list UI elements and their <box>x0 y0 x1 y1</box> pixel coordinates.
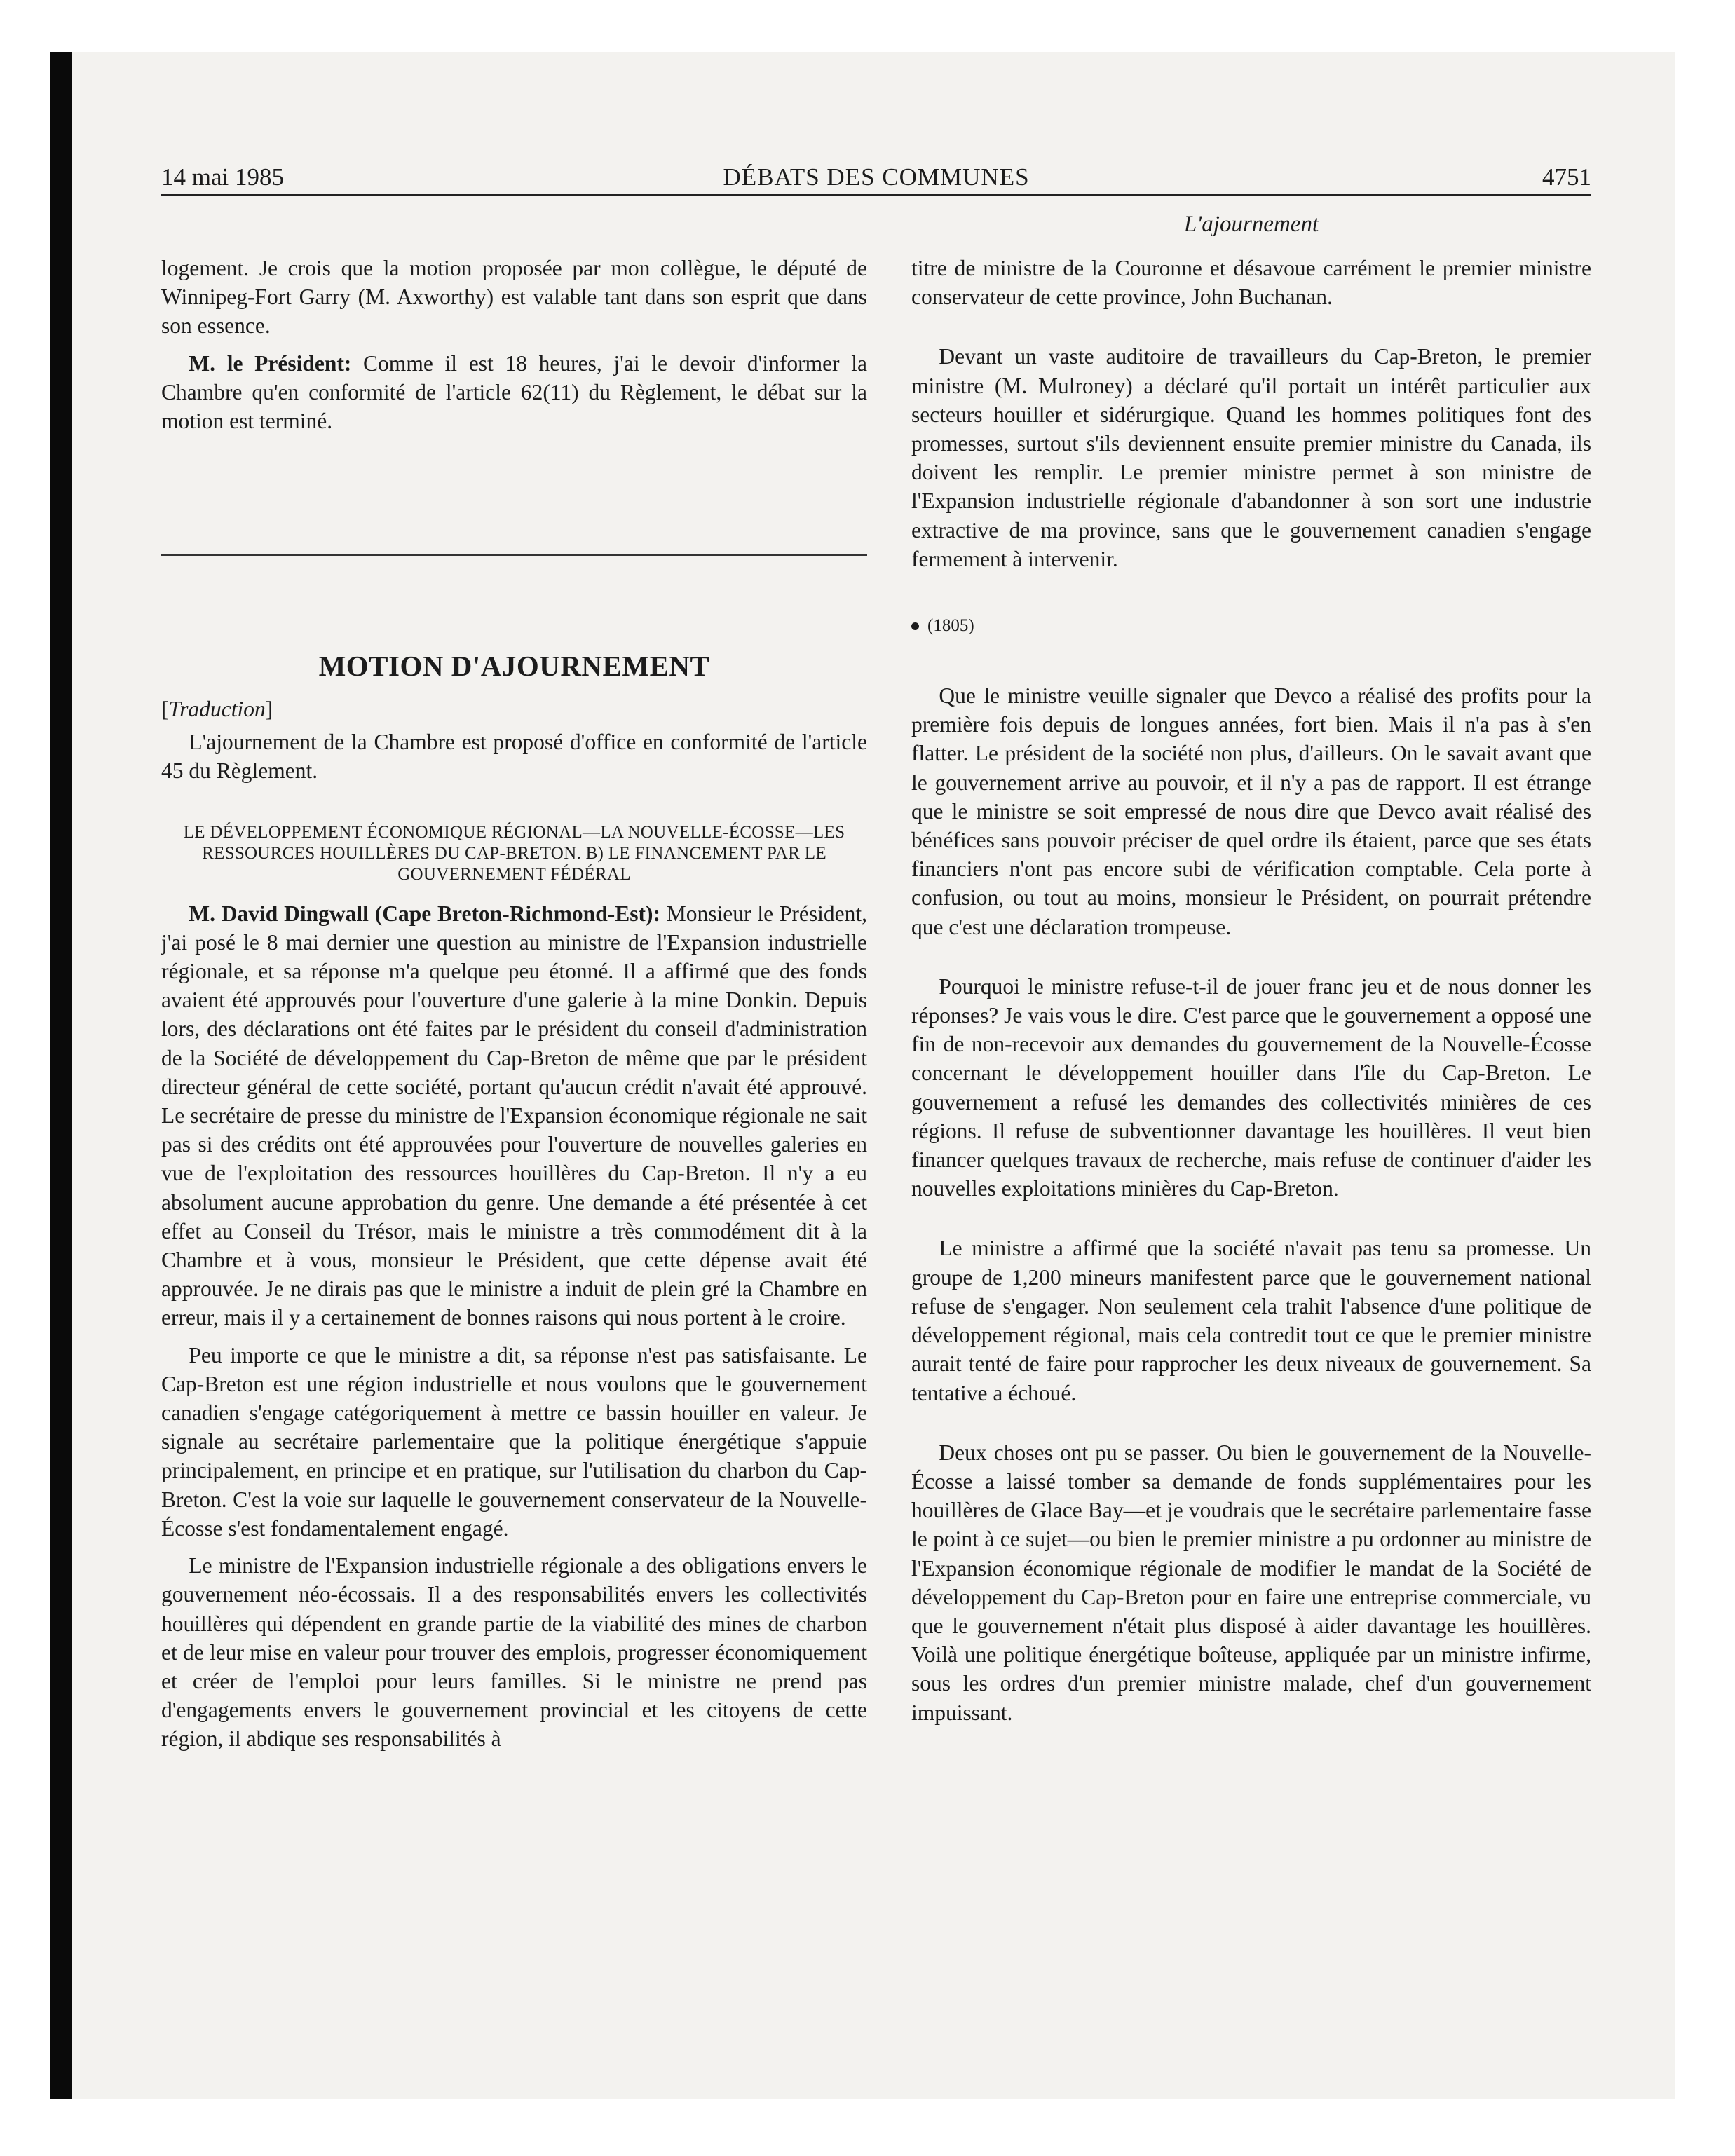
translation-label: Traduction <box>168 697 266 722</box>
paragraph: titre de ministre de la Couronne et désavoue carrément le premier ministre conservateur de cette province, John Buchanan. <box>911 256 1591 310</box>
translation-note: [Traduction] <box>161 697 273 722</box>
debate-subheading: LE DÉVELOPPEMENT ÉCONOMIQUE RÉGIONAL—LA NOUVELLE-ÉCOSSE—LES RESSOURCES HOUILLÈRES DU CAP-BRETON. B) LE FINANCEMENT PAR LE GOUVERNEMENT FÉDÉRAL <box>183 822 845 884</box>
paragraph: Devant un vaste auditoire de travailleurs du Cap-Breton, le premier ministre (M. Mulroney) a déclaré qu'il portait un intérêt particulier aux secteurs houiller et sidérurgique. Quand les hommes politiques font des promesses, surtout s'ils deviennent ensuite premier ministre du Canada, ils doivent les remplir. Le premier ministre permet à son ministre de l'Expansion industrielle régionale d'abandonner à son sort une industrie extractive de ma province, sans que le gouvernement canadien s'engage fermement à intervenir. <box>911 344 1591 571</box>
running-head: L'ajournement <box>1183 212 1319 237</box>
section-title: MOTION D'AJOURNEMENT <box>318 650 710 683</box>
paragraph-text: Monsieur le Président, j'ai posé le 8 mai dernier une question au ministre de l'Expansion industrielle régionale, et sa réponse m'a quelque peu étonné. Il a affirmé que des fonds avaient été approuvés pour l'ouverture d'une galerie à la mine Donkin. Depuis lors, des déclarations ont été faites par le président du conseil d'administration de la Société de développement du Cap-Breton de même que par le président directeur général de cette société, portant qu'aucun crédit n'avait été approuvé. Le secrétaire de presse du ministre de l'Expansion économique régionale ne sait pas si des crédits ont été approuvées pour l'ouverture de nouvelles galeries en vue de l'exploitation des ressources houillères du Cap-Breton. Il n'y a eu absolument aucune approbation du genre. Une demande a été présentée à cet effet au Conseil du Trésor, mais le ministre a très commodément dit à la Chambre et à vous, monsieur le Président, que cette dépense avait été approuvée. Je ne dirais pas que le ministre a induit de plein gré la Chambre en erreur, mais il y a certainement de bonnes raisons qui nous portent à le croire. <box>161 901 867 1330</box>
right-column <box>911 254 1591 1727</box>
paragraph: Le ministre a affirmé que la société n'avait pas tenu sa promesse. Un groupe de 1,200 mineurs manifestent parce que le gouvernement national refuse de s'engager. Non seulement cela trahit l'absence d'une politique de développement régional, mais cela contredit tout ce que le premier ministre aurait tenté de faire pour rapprocher les deux niveaux de gouvernement. Sa tentative a échoué. <box>911 1236 1591 1405</box>
page-header <box>161 160 1591 195</box>
time-stamp <box>911 615 1591 636</box>
paragraph: Deux choses ont pu se passer. Ou bien le gouvernement de la Nouvelle-Écosse a laissé tomber sa demande de fonds supplémentaires pour les houillères de Glace Bay—et je voudrais que le secrétaire parlementaire fasse le point à ce sujet—ou bien le premier ministre a pu ordonner au ministre de l'Expansion économique régionale de modifier le mandat de la Société de développement du Cap-Breton pour en faire une entreprise commerciale, vu que le gouvernement n'était plus disposé à aider davantage les houillères. Voilà une politique énergétique boîteuse, appliquée par un ministre infirme, sous les ordres d'un premier ministre malade, chef d'un gouvernement impuissant. <box>911 1440 1591 1725</box>
paragraph: Peu importe ce que le ministre a dit, sa réponse n'est pas satisfaisante. Le Cap-Breton est une région industrielle et nous voulons que le gouvernement canadien s'engage catégoriquement à mettre ce bassin houiller en valeur. Je signale au secrétaire parlementaire que la politique énergétique s'appuie principalement, en principe et en pratique, sur l'utilisation du charbon du Cap-Breton. C'est la voie sur laquelle le gouvernement conservateur de la Nouvelle-Écosse s'est fondamentalement engagé. <box>161 1342 867 1541</box>
header-page-number: 4751 <box>1542 163 1591 191</box>
paragraph: Le ministre de l'Expansion industrielle régionale a des obligations envers le gouvernement néo-écossais. Il a des responsabilités envers les collectivités houillères qui dépendent en grande partie de la viabilité des mines de charbon et de leur mise en valeur pour trouver des emplois, progresser économiquement et créer de l'emploi pour leurs familles. Si le ministre ne prend pas d'engagements envers le gouvernement provincial et les citoyens de cette région, il abdique ses responsabilités à <box>161 1553 867 1752</box>
header-date: 14 mai 1985 <box>161 163 284 191</box>
paragraph: Pourquoi le ministre refuse-t-il de jouer franc jeu et de nous donner les réponses? Je vais vous le dire. C'est parce que le gouvernement a opposé une fin de non-recevoir aux demandes du gouvernement de la Nouvelle-Écosse concernant le développement houiller dans l'île du Cap-Breton. Le gouvernement a refusé les demandes des collectivités minières de ces régions. Il refuse de subventionner davantage les houillères. Il veut bien financer quelques travaux de recherche, mais refuse de continuer d'aider les nouvelles exploitations minières du Cap-Breton. <box>911 974 1591 1201</box>
bullet-icon <box>911 622 919 630</box>
paragraph-text: Comme il est 18 heures, j'ai le devoir d'informer la Chambre qu'en conformité de l'article 62(11) du Règlement, le débat sur la motion est terminé. <box>161 350 867 434</box>
paragraph: logement. Je crois que la motion proposée par mon collègue, le député de Winnipeg-Fort Garry (M. Axworthy) est valable tant dans son esprit que dans son essence. <box>161 256 867 339</box>
paragraph: Que le ministre veuille signaler que Devco a réalisé des profits pour la première fois depuis de longues années, fort bien. Mais il n'a pas à s'en flatter. Le président de la société non plus, d'ailleurs. On le savait avant que le gouvernement arrive au pouvoir, et il n'y a pas de rapport. Il est étrange que le ministre se soit empressé de nous dire que Devco avait réalisé des bénéfices sans pouvoir préciser de quel ordre ils étaient, parce que ses états financiers n'ont pas encore subi de vérification comptable. Cela porte à confusion, ou tout au moins, monsieur le Président, on pourrait prétendre que c'est une déclaration trompeuse. <box>911 683 1591 939</box>
section-divider <box>161 554 867 556</box>
header-title: DÉBATS DES COMMUNES <box>723 163 1030 191</box>
header-rule <box>161 194 1591 196</box>
scan-binding-edge <box>50 52 72 2099</box>
paragraph <box>161 899 867 1332</box>
speaker-name: M. le Président: <box>189 350 352 376</box>
paragraph: L'ajournement de la Chambre est proposé d'office en conformité de l'article 45 du Règlement. <box>161 730 867 784</box>
time-stamp-text: (1805) <box>927 616 974 636</box>
left-column <box>161 254 867 1754</box>
paragraph <box>161 349 867 436</box>
speaker-name: M. David Dingwall (Cape Breton-Richmond-Est): <box>189 901 660 926</box>
